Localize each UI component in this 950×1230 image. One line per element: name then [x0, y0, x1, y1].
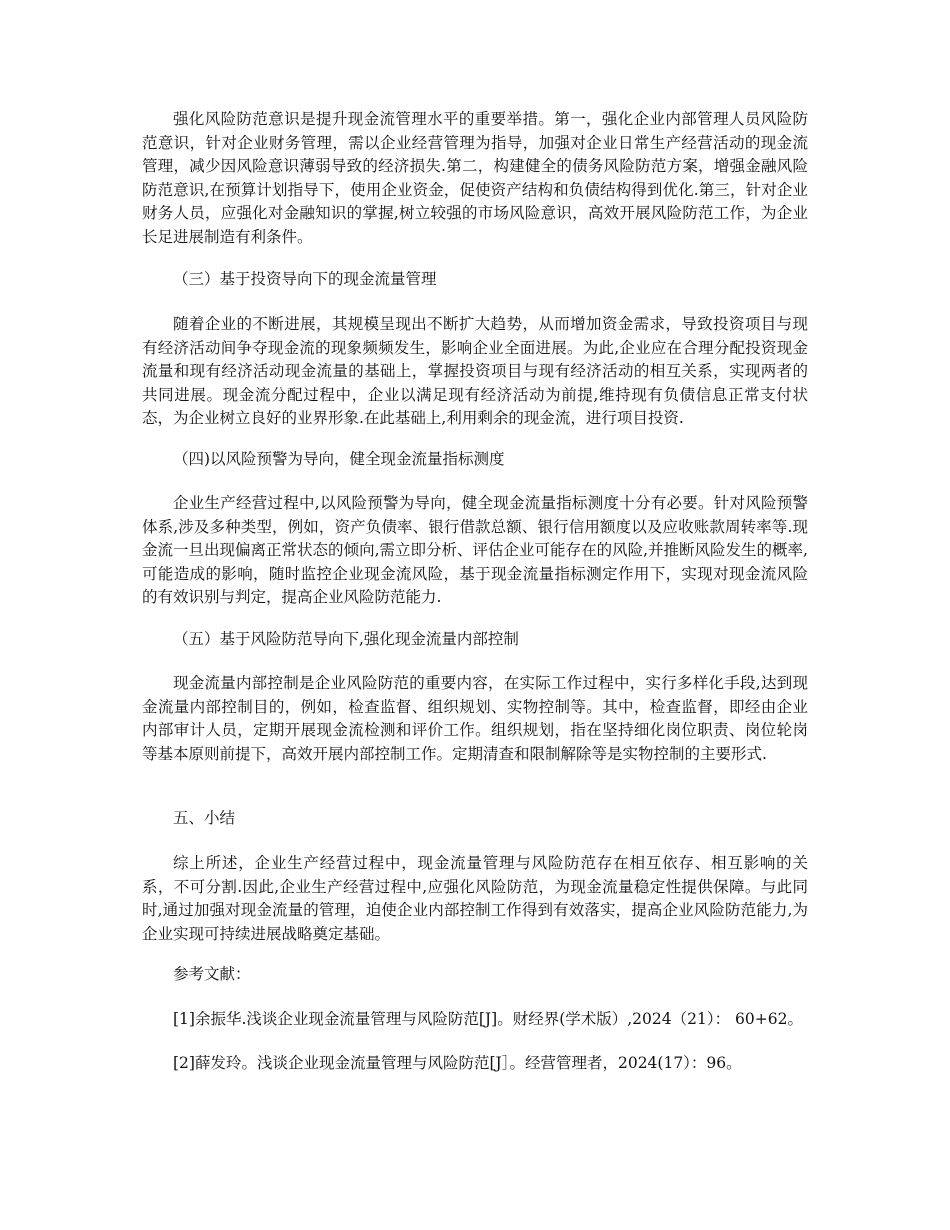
paragraph-summary: 综上所述，企业生产经营过程中，现金流量管理与风险防范存在相互依存、相互影响的关系，不可分割.因此,企业生产经营过程中,应强化风险防范，为现金流量稳定性提供保障。与此同时,通过加强对现金流量的管理，迫使企业内部控制工作得到有效落实，提高企业风险防范能力,为企业实现可持续进展战略奠定基础。	[142, 854, 808, 943]
reference-item: [1]余振华.浅谈企业现金流量管理与风险防范[J]。财经界(学术版）,2024（21）： 60+62。	[173, 1010, 803, 1028]
section-heading-risk-warning: （四)以风险预警为导向，健全现金流量指标测度	[173, 450, 505, 468]
paragraph-investment: 随着企业的不断进展，其规模呈现出不断扩大趋势，从而增加资金需求，导致投资项目与现有经济活动间争夺现金流的现象频频发生，影响企业全面进展。为此,企业应在合理分配投资现金流量和现有经济活动现金流量的基础上，掌握投资项目与现有经济活动的相互关系，实现两者的共同进展。现金流分配过程中，企业以满足现有经济活动为前提,维持现有负债信息正常支付状态，为企业树立良好的业界形象.在此基础上,利用剩余的现金流，进行项目投资.	[142, 315, 808, 427]
references-heading: 参考文献：	[173, 965, 251, 983]
reference-item: [2]薛发玲。浅谈企业现金流量管理与风险防范[J］。经营管理者，2024(17）：96。	[173, 1054, 742, 1072]
section-heading-investment: （三）基于投资导向下的现金流量管理	[173, 270, 437, 288]
section-heading-internal-control: （五）基于风险防范导向下,强化现金流量内部控制	[173, 630, 519, 648]
paragraph-risk-awareness: 强化风险防范意识是提升现金流管理水平的重要举措。第一，强化企业内部管理人员风险防范意识，针对企业财务管理，需以企业经营管理为指导，加强对企业日常生产经营活动的现金流管理，减少因风险意识薄弱导致的经济损失.第二，构建健全的债务风险防范方案，增强金融风险防范意识,在预算计划指导下，使用企业资金，促使资产结构和负债结构得到优化.第三，针对企业财务人员，应强化对金融知识的掌握,树立较强的市场风险意识，高效开展风险防范工作，为企业长足进展制造有利条件。	[142, 110, 808, 246]
section-heading-summary: 五、小结	[173, 809, 236, 827]
paragraph-internal-control: 现金流量内部控制是企业风险防范的重要内容，在实际工作过程中，实行多样化手段,达到现金流量内部控制目的，例如，检查监督、组织规划、实物控制等。其中，检查监督，即经由企业内部审计人员，定期开展现金流检测和评价工作。组织规划，指在坚持细化岗位职责、岗位轮岗等基本原则前提下，高效开展内部控制工作。定期清查和限制解除等是实物控制的主要形式.	[142, 674, 808, 763]
paragraph-risk-warning: 企业生产经营过程中,以风险预警为导向，健全现金流量指标测度十分有必要。针对风险预警体系,涉及多种类型，例如，资产负债率、银行借款总额、银行信用额度以及应收账款周转率等.现金流一旦出现偏离正常状态的倾向,需立即分析、评估企业可能存在的风险,并推断风险发生的概率,可能造成的影响，随时监控企业现金流风险，基于现金流量指标测定作用下，实现对现金流风险的有效识别与判定，提高企业风险防范能力.	[142, 494, 808, 606]
